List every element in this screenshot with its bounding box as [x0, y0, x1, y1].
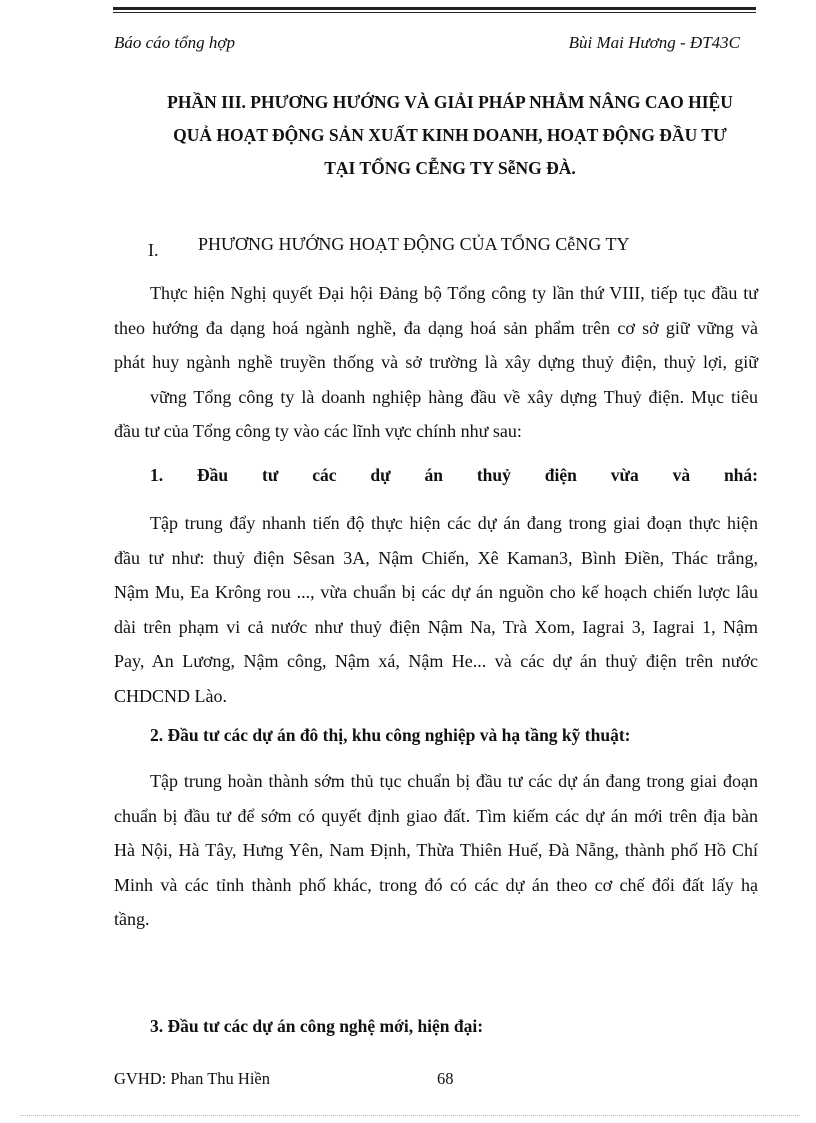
item-1-line-3: Nậm Mu, Ea Krông rou ..., vừa chuẩn bị các dự án nguồn cho kế hoạch chiến lược lâu: [114, 582, 758, 602]
item-1-line-5: Pay, An Lương, Nậm công, Nậm xá, Nậm He... và các dự án thuỷ điện trên nước: [114, 651, 758, 671]
item-2-line-3: Hà Nội, Hà Tây, Hưng Yên, Nam Định, Thừa Thiên Huế, Đà Nẵng, thành phố Hồ Chí: [114, 840, 758, 860]
section-number: I.: [148, 240, 159, 260]
intro-line-5: đầu tư của Tổng công ty vào các lĩnh vực chính như sau:: [114, 421, 522, 441]
item-1-line-1: Tập trung đẩy nhanh tiến độ thực hiện các dự án đang trong giai đoạn thực hiện: [150, 513, 758, 533]
footer-rule: [20, 1115, 800, 1116]
intro-line-3: phát huy ngành nghề truyền thống và sở trường là xây dựng thuỷ điện, thuỷ lợi, giữ: [114, 352, 758, 372]
item-1-line-6: CHDCND Lào.: [114, 685, 227, 706]
footer-advisor: GVHD: Phan Thu Hiền: [114, 1069, 270, 1088]
item-2-line-4: Minh và các tỉnh thành phố khác, trong đó có các dự án theo cơ chế đổi đất lấy hạ: [114, 874, 758, 895]
chapter-title: [120, 86, 780, 185]
item-1-line-4: dài trên phạm vi cả nước như thuỷ điện Nậm Na, Trà Xom, Iagrai 3, Iagrai 1, Nậm: [114, 616, 758, 637]
chapter-title-line-1: PHẦN III. PHƯƠNG HƯỚNG VÀ GIẢI PHÁP NHẰM NÂNG CAO HIỆU: [167, 92, 733, 112]
item-2-paragraph: [114, 764, 758, 937]
item-1-paragraph: [114, 506, 758, 713]
intro-paragraph: [114, 276, 758, 449]
item-2-heading: 2. Đầu tư các dự án đô thị, khu công nghiệp và hạ tầng kỹ thuật:: [150, 725, 631, 745]
header-left-title: Báo cáo tổng hợp: [114, 33, 235, 52]
item-1-heading: 1. Đầu tư các dự án thuỷ điện vừa và nhá:: [150, 465, 758, 485]
page-number: 68: [437, 1069, 454, 1088]
item-2-line-1: Tập trung hoàn thành sớm thủ tục chuẩn bị đầu tư các dự án đang trong giai đoạn: [150, 771, 758, 791]
header-rule-thick: [113, 7, 756, 10]
section-heading: [148, 234, 629, 261]
item-3-heading: 3. Đầu tư các dự án công nghệ mới, hiện đại:: [150, 1016, 484, 1036]
intro-line-2: theo hướng đa dạng hoá ngành nghề, đa dạng hoá sản phẩm trên cơ sở giữ vững và: [114, 317, 758, 338]
section-heading-text: PHƯƠNG HƯỚNG HOẠT ĐỘNG CỦA TỔNG CễNG TY: [198, 234, 630, 254]
item-2-line-5: tầng.: [114, 909, 150, 929]
item-2-line-2: chuẩn bị đầu tư để sớm có quyết định giao đất. Tìm kiếm các dự án mới trên địa bàn: [114, 805, 758, 826]
header-author: Bùi Mai Hương - ĐT43C: [568, 33, 740, 52]
chapter-title-line-3: TẠI TỔNG CỄNG TY SễNG ĐÀ.: [324, 158, 576, 178]
chapter-title-line-2: QUẢ HOẠT ĐỘNG SẢN XUẤT KINH DOANH, HOẠT ĐỘNG ĐẦU TƯ: [173, 125, 727, 145]
header-rule-thin: [113, 12, 756, 13]
intro-line-4: vững Tổng công ty là doanh nghiệp hàng đầu về xây dựng Thuỷ điện. Mục tiêu: [150, 386, 758, 407]
item-1-line-2: đầu tư như: thuỷ điện Sêsan 3A, Nậm Chiến, Xê Kaman3, Bình Điền, Thác trắng,: [114, 547, 758, 568]
intro-line-1: Thực hiện Nghị quyết Đại hội Đảng bộ Tổng công ty lần thứ VIII, tiếp tục đầu tư: [150, 283, 758, 303]
